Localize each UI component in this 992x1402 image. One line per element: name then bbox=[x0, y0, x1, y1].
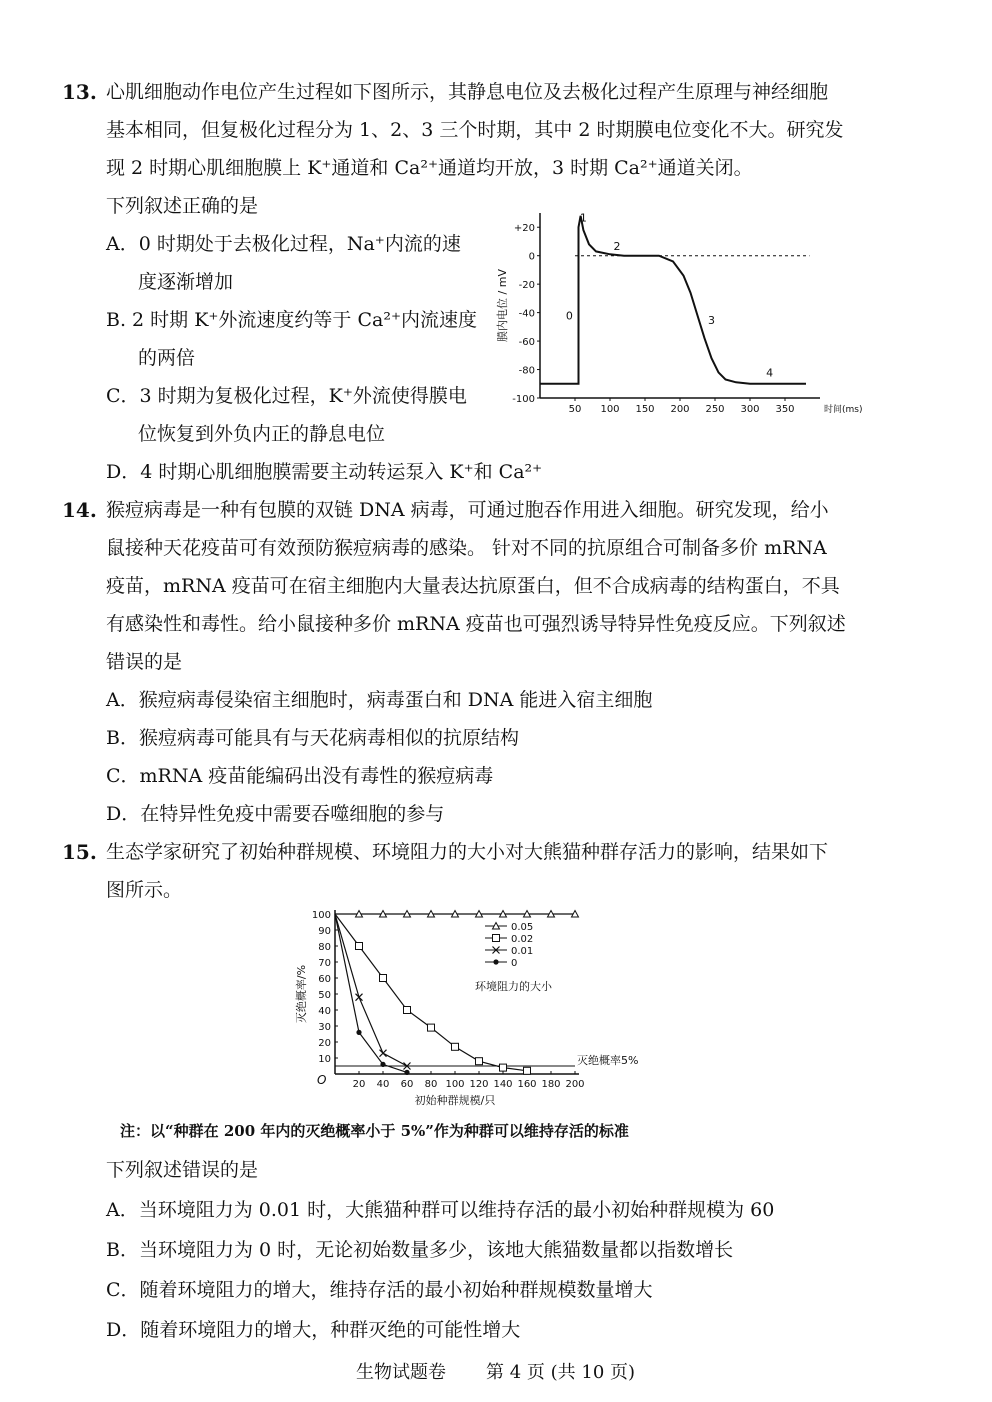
phase-label-3: 3 bbox=[708, 314, 715, 327]
y-tick-label: -100 bbox=[512, 394, 535, 405]
x-tick-label: 200 bbox=[670, 404, 690, 415]
legend-marker bbox=[493, 959, 498, 964]
legend-title: 环境阻力的大小 bbox=[475, 980, 552, 993]
x-axis-label: 时间(ms) bbox=[824, 405, 863, 415]
y-tick-label: 70 bbox=[318, 958, 331, 969]
y-tick-label: 30 bbox=[318, 1022, 331, 1033]
y-tick-label: -20 bbox=[518, 280, 535, 292]
x-tick-label: 140 bbox=[493, 1079, 513, 1090]
phase-label-2: 2 bbox=[613, 240, 621, 253]
data-point-0 bbox=[356, 1030, 361, 1035]
y-tick-label: +20 bbox=[513, 223, 535, 235]
x-tick-label: 100 bbox=[600, 404, 620, 415]
x-tick-label: 160 bbox=[517, 1079, 537, 1090]
q14-number: 14. bbox=[62, 498, 97, 522]
y-tick-label: 60 bbox=[318, 974, 331, 985]
q13-number: 13. bbox=[62, 80, 97, 104]
y-tick-label: 80 bbox=[318, 942, 331, 953]
data-point-0.02 bbox=[356, 943, 363, 950]
q13-option-d: D．4 时期心肌细胞膜需要主动转运泵入 K⁺和 Ca²⁺ bbox=[106, 461, 543, 483]
q13-stem-line-3: 现 2 时期心肌细胞膜上 K⁺通道和 Ca²⁺通道均开放，3 时期 Ca²⁺通道关闭。 bbox=[106, 157, 753, 179]
data-point-0.02 bbox=[500, 1064, 507, 1071]
q14-stem-line-1: 猴痘病毒是一种有包膜的双链 DNA 病毒，可通过胞吞作用进入细胞。研究发现，给小 bbox=[106, 499, 829, 521]
q13-option-a-line-2: 度逐渐增加 bbox=[138, 271, 234, 293]
x-tick-label: 40 bbox=[376, 1079, 390, 1090]
y-tick-label: -40 bbox=[518, 308, 535, 320]
series-line-0.01 bbox=[335, 914, 407, 1066]
data-point-0.02 bbox=[428, 1024, 435, 1031]
y-axis-label: 膜内电位 / mV bbox=[496, 269, 509, 342]
x-tick-label: 50 bbox=[568, 404, 582, 415]
data-point-0.02 bbox=[380, 975, 387, 982]
phase-label-1: 1 bbox=[579, 211, 587, 225]
q15-prompt: 下列叙述错误的是 bbox=[106, 1159, 259, 1181]
q13-prompt: 下列叙述正确的是 bbox=[106, 195, 259, 217]
q13-option-c-line-1: C．3 时期为复极化过程，K⁺外流使得膜电 bbox=[106, 385, 467, 407]
q13-stem-line-2: 基本相同，但复极化过程分为 1、2、3 三个时期，其中 2 时期膜电位变化不大。研究发 bbox=[106, 119, 844, 141]
q14-stem-line-5: 错误的是 bbox=[106, 651, 183, 673]
data-point-0.02 bbox=[452, 1043, 459, 1050]
x-tick-label: 250 bbox=[705, 404, 725, 415]
q14-option-b: B．猴痘病毒可能具有与天花病毒相似的抗原结构 bbox=[106, 727, 519, 749]
data-point-0.02 bbox=[476, 1058, 483, 1065]
x-tick-label: 150 bbox=[635, 404, 655, 415]
data-point-0 bbox=[404, 1070, 409, 1075]
x-tick-label: 20 bbox=[352, 1079, 366, 1090]
q15-note: 注：以“种群在 200 年内的灭绝概率小于 5%”作为种群可以维持存活的标准 bbox=[120, 1122, 629, 1140]
series-line-0 bbox=[335, 914, 407, 1072]
q13-option-b-line-1: B. 2 时期 K⁺外流速度约等于 Ca²⁺内流速度 bbox=[106, 309, 477, 331]
q14-option-d: D．在特异性免疫中需要吞噬细胞的参与 bbox=[106, 803, 445, 825]
q15-option-a: A．当环境阻力为 0.01 时，大熊猫种群可以维持存活的最小初始种群规模为 60 bbox=[106, 1199, 775, 1221]
x-axis-label: 初始种群规模/只 bbox=[414, 1094, 496, 1107]
y-tick-label: -80 bbox=[518, 365, 535, 377]
footer-page-number: 第 4 页 (共 10 页) bbox=[486, 1362, 636, 1383]
threshold-label: 灭绝概率5% bbox=[577, 1054, 639, 1067]
data-point-0.02 bbox=[524, 1067, 531, 1074]
phase-label-0: 0 bbox=[565, 309, 573, 323]
x-tick-label: 350 bbox=[775, 404, 795, 415]
q13-option-a-line-1: A．0 时期处于去极化过程，Na⁺内流的速 bbox=[106, 233, 461, 255]
q15-option-c: C．随着环境阻力的增大，维持存活的最小初始种群规模数量增大 bbox=[106, 1279, 653, 1301]
y-tick-label: 40 bbox=[318, 1006, 331, 1017]
legend-label: 0.02 bbox=[511, 934, 534, 945]
q15-stem-line-2: 图所示。 bbox=[106, 879, 183, 901]
y-tick-label: 50 bbox=[318, 990, 331, 1001]
x-tick-label: 300 bbox=[740, 404, 760, 415]
y-tick-label: 10 bbox=[318, 1054, 331, 1065]
y-tick-label: 90 bbox=[318, 926, 331, 937]
membrane-potential-line bbox=[540, 216, 806, 384]
extinction-probability-chart bbox=[295, 898, 665, 1116]
q14-option-a: A．猴痘病毒侵染宿主细胞时，病毒蛋白和 DNA 能进入宿主细胞 bbox=[106, 689, 653, 711]
q14-stem-line-3: 疫苗，mRNA 疫苗可在宿主细胞内大量表达抗原蛋白，但不合成病毒的结构蛋白，不具 bbox=[106, 575, 840, 597]
y-tick-label: -60 bbox=[518, 337, 535, 349]
y-tick-label: 100 bbox=[311, 910, 331, 921]
legend-marker bbox=[493, 935, 500, 942]
q13-option-b-line-2: 的两倍 bbox=[138, 347, 196, 369]
x-tick-label: 120 bbox=[469, 1079, 489, 1090]
legend-label: 0.05 bbox=[511, 922, 534, 933]
q14-option-c: C．mRNA 疫苗能编码出没有毒性的猴痘病毒 bbox=[106, 765, 494, 787]
x-tick-label: 100 bbox=[445, 1079, 465, 1090]
data-point-0.01 bbox=[380, 1050, 387, 1057]
legend-label: 0.01 bbox=[511, 946, 534, 957]
q14-stem-line-2: 鼠接种天花疫苗可有效预防猴痘病毒的感染。 针对不同的抗原组合可制备多价 mRNA bbox=[106, 537, 827, 559]
y-tick-label: 20 bbox=[318, 1038, 331, 1049]
q14-stem-line-4: 有感染性和毒性。给小鼠接种多价 mRNA 疫苗也可强烈诱导特异性免疫反应。下列叙述 bbox=[106, 613, 846, 635]
origin-label: O bbox=[317, 1073, 327, 1087]
x-tick-label: 200 bbox=[565, 1079, 585, 1090]
footer-subject: 生物试题卷 bbox=[356, 1362, 446, 1383]
q13-stem-line-1: 心肌细胞动作电位产生过程如下图所示，其静息电位及去极化过程产生原理与神经细胞 bbox=[106, 81, 829, 103]
data-point-0.01 bbox=[356, 994, 363, 1001]
legend-label: 0 bbox=[511, 958, 518, 969]
x-tick-label: 60 bbox=[400, 1079, 414, 1090]
q15-option-d: D．随着环境阻力的增大，种群灭绝的可能性增大 bbox=[106, 1319, 521, 1341]
x-tick-label: 180 bbox=[541, 1079, 561, 1090]
q15-stem-line-1: 生态学家研究了初始种群规模、环境阻力的大小对大熊猫种群存活力的影响，结果如下 bbox=[106, 841, 829, 863]
y-axis-label: 灭绝概率/% bbox=[295, 964, 308, 1024]
q13-option-c-line-2: 位恢复到外负内正的静息电位 bbox=[138, 423, 386, 445]
x-tick-label: 80 bbox=[424, 1079, 438, 1090]
data-point-0.02 bbox=[404, 1007, 411, 1014]
data-point-0 bbox=[380, 1062, 385, 1067]
q15-number: 15. bbox=[62, 840, 97, 864]
phase-label-4: 4 bbox=[766, 366, 774, 380]
y-tick-label: 0 bbox=[528, 251, 535, 263]
action-potential-chart bbox=[490, 205, 880, 420]
q15-option-b: B．当环境阻力为 0 时，无论初始数量多少，该地大熊猫数量都以指数增长 bbox=[106, 1239, 734, 1261]
